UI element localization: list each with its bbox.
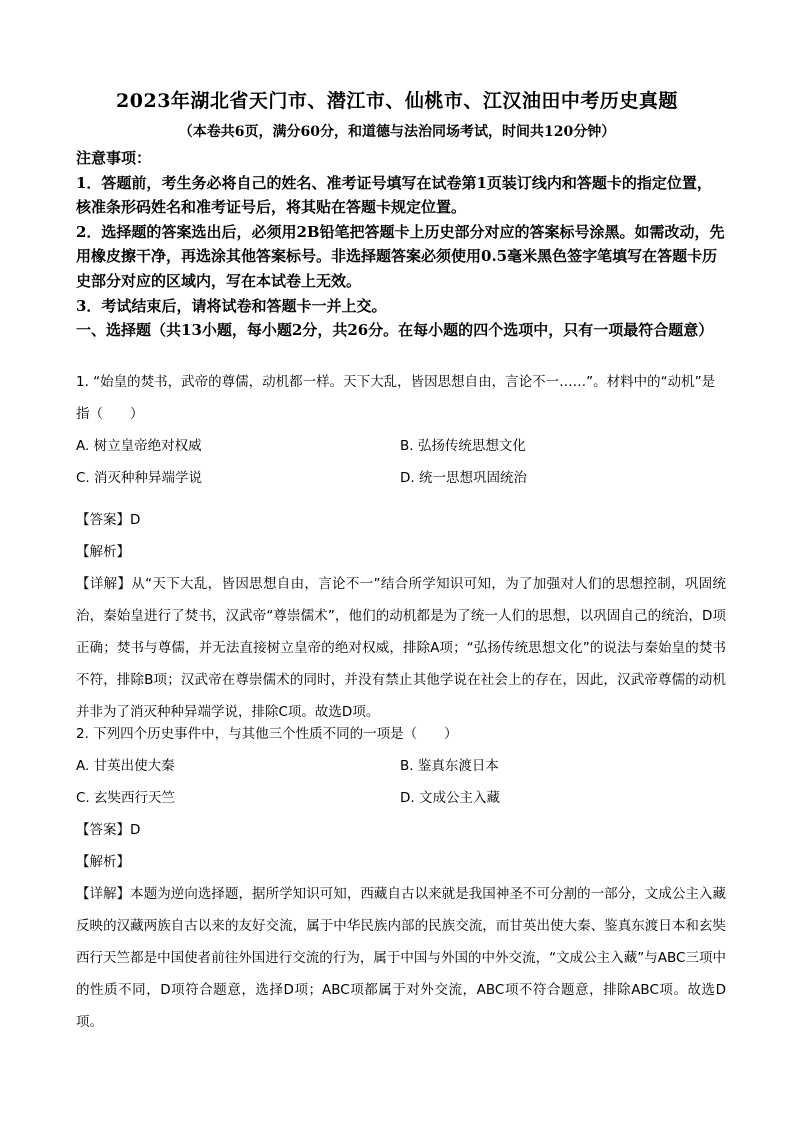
section-heading: 一、选择题（共13小题，每小题2分，共26分。在每小题的四个选项中，只有一项最符合题意）	[76, 321, 714, 340]
option-d: D. 文成公主入藏	[400, 790, 500, 806]
option-c: C. 玄奘西行天竺	[76, 790, 176, 806]
answer-label: 【答案】D	[76, 512, 141, 528]
page-title: 2023年湖北省天门市、潜江市、仙桃市、江汉油田中考历史真题	[116, 90, 678, 112]
note-item: 3．考试结束后，请将试卷和答题卡一并上交。	[76, 296, 387, 315]
analysis-label: 【解析】	[76, 854, 130, 870]
options-list	[76, 750, 726, 814]
option-d: D. 统一思想巩固统治	[400, 470, 527, 486]
note-item: 2．选择题的答案选出后，必须用2B铅笔把答题卡上历史部分对应的答案标号涂黑。如需改动，先用橡皮擦干净，再选涂其他答案标号。非选择题答案必须使用0.5毫米黑色签字笔填写在答题卡历史部分对应的区域内，写在本试卷上无效。	[76, 222, 725, 290]
option-a: A. 甘英出使大秦	[76, 758, 175, 774]
detail-explanation: 【详解】本题为逆向选择题，据所学知识可知，西藏自古以来就是我国神圣不可分割的一部分，文成公主入藏反映的汉藏两族自古以来的友好交流，属于中华民族内部的民族交流，而甘英出使大秦、鉴真东渡日本和玄奘西行天竺都是中国使者前往外国进行交流的行为，属于中国与外国的中外交流，“文成公主入藏”与ABC三项中的性质不同，D项符合题意，选择D项；ABC项都属于对外交流，ABC项不符合题意，排除ABC项。故选D项。	[76, 886, 726, 1030]
option-b: B. 鉴真东渡日本	[400, 758, 499, 774]
exam-notes	[76, 146, 726, 343]
note-item: 1．答题前，考生务必将自己的姓名、准考证号填写在试卷第1页装订线内和答题卡的指定位置，核准条形码姓名和准考证号后，将其贴在答题卡规定位置。	[76, 173, 712, 217]
question-2	[76, 718, 726, 1038]
option-c: C. 消灭种种异端学说	[76, 470, 203, 486]
options-list	[76, 430, 726, 494]
notes-heading: 注意事项：	[76, 149, 152, 167]
option-a: A. 树立皇帝绝对权威	[76, 438, 202, 454]
option-b: B. 弘扬传统思想文化	[400, 438, 526, 454]
answer-label: 【答案】D	[76, 822, 141, 838]
question-1	[76, 366, 726, 728]
question-stem: 1. “始皇的焚书，武帝的尊儒，动机都一样。天下大乱，皆因思想自由，言论不一……”。材料中的“动机”是指（ ）	[76, 374, 716, 422]
page-subtitle: （本卷共6页，满分60分，和道德与法治同场考试，时间共120分钟）	[178, 124, 616, 140]
analysis-label: 【解析】	[76, 544, 130, 560]
question-stem: 2. 下列四个历史事件中，与其他三个性质不同的一项是（ ）	[76, 726, 458, 742]
detail-explanation: 【详解】从“天下大乱，皆因思想自由，言论不一”结合所学知识可知，为了加强对人们的思想控制，巩固统治，秦始皇进行了焚书，汉武帝“尊崇儒术”，他们的动机都是为了统一人们的思想，以巩固自己的统治，D项正确；焚书与尊儒，并无法直接树立皇帝的绝对权威，排除A项；“弘扬传统思想文化”的说法与秦始皇的焚书不符，排除B项；汉武帝在尊崇儒术的同时，并没有禁止其他学说在社会上的存在，因此，汉武帝尊儒的动机并非为了消灭种种异端学说，排除C项。故选D项。	[76, 576, 726, 720]
